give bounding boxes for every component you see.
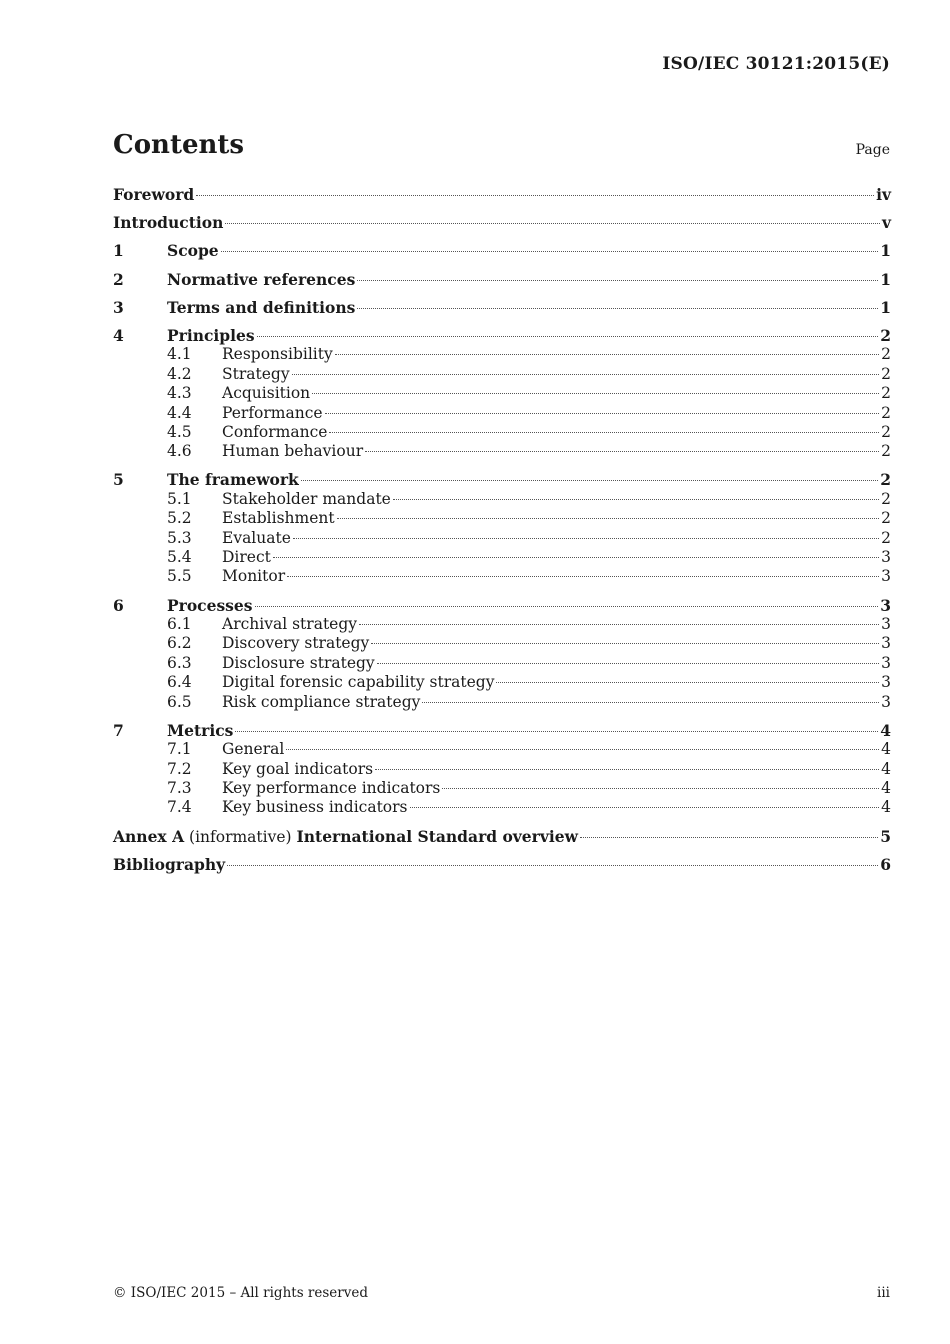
toc-entry[interactable] (113, 529, 891, 548)
toc-entry[interactable] (113, 855, 891, 874)
toc-entry[interactable] (113, 423, 891, 442)
copyright-notice: © ISO/IEC 2015 – All rights reserved (113, 1285, 368, 1301)
page-title: Contents (113, 130, 245, 160)
toc-entry[interactable] (113, 721, 891, 740)
toc-entry-label: Normative references (167, 269, 356, 289)
toc-entry-label: Risk compliance strategy (222, 692, 421, 711)
toc-entry[interactable] (113, 213, 891, 232)
dot-leader (359, 624, 879, 625)
toc-entry-label: Strategy (222, 364, 290, 383)
dot-leader (371, 643, 879, 644)
dot-leader (410, 807, 880, 808)
toc-entry[interactable] (113, 270, 891, 289)
dot-leader (255, 606, 879, 607)
toc-entry[interactable] (113, 740, 891, 759)
toc-entry[interactable] (113, 365, 891, 384)
toc-entry[interactable] (113, 596, 891, 615)
toc-entry-label: Evaluate (222, 528, 291, 547)
toc-entry-number: 7.4 (167, 798, 192, 817)
toc-entry-page: 1 (880, 241, 891, 261)
annex-type: (informative) (184, 827, 297, 846)
toc-entry-number: 2 (113, 269, 124, 289)
toc-entry-label: Processes (167, 595, 253, 615)
toc-entry-number: 5.5 (167, 567, 192, 586)
dot-leader (227, 865, 878, 866)
dot-leader (375, 769, 879, 770)
toc-entry-number: 7.3 (167, 778, 192, 797)
toc-entry-number: 5.2 (167, 509, 192, 528)
toc-entry[interactable] (113, 673, 891, 692)
toc-entry-page: 2 (881, 509, 891, 528)
dot-leader (393, 499, 879, 500)
toc-entry-number: 6.1 (167, 615, 192, 633)
table-of-contents (113, 185, 891, 874)
toc-entry-number: 4.2 (167, 364, 192, 383)
toc-entry-number: 5.1 (167, 489, 192, 508)
toc-entry-label: Responsibility (222, 345, 333, 364)
toc-entry-label: Human behaviour (222, 442, 364, 461)
toc-entry-page: iv (876, 185, 891, 204)
toc-entry-number: 4 (113, 325, 124, 345)
toc-entry-page: 3 (881, 692, 891, 711)
dot-leader (287, 576, 879, 577)
toc-entry-label: Key goal indicators (222, 759, 374, 778)
dot-leader (235, 731, 878, 732)
dot-leader (357, 280, 878, 281)
dot-leader (292, 374, 880, 375)
toc-entry-label: Monitor (222, 567, 286, 586)
toc-entry-page: 2 (881, 422, 891, 441)
toc-entry-label: Performance (222, 403, 323, 422)
toc-entry-page: 3 (881, 567, 891, 586)
page-number: iii (877, 1285, 890, 1301)
dot-leader (357, 308, 878, 309)
toc-entry[interactable] (113, 345, 891, 364)
toc-entry-page: 2 (880, 470, 891, 490)
toc-entry[interactable] (113, 470, 891, 489)
dot-leader (496, 682, 879, 683)
dot-leader (293, 538, 879, 539)
toc-entry[interactable] (113, 548, 891, 567)
toc-entry[interactable] (113, 509, 891, 528)
document-id: ISO/IEC 30121:2015(E) (662, 54, 890, 74)
toc-entry-page: 2 (881, 364, 891, 383)
toc-entry-page: 2 (881, 442, 891, 461)
dot-leader (301, 480, 878, 481)
toc-entry-label: Establishment (222, 509, 335, 528)
toc-entry-page: 4 (881, 798, 891, 817)
toc-entry-page: 3 (881, 615, 891, 633)
toc-entry[interactable] (113, 693, 891, 712)
dot-leader (329, 432, 879, 433)
toc-entry-page: 4 (881, 778, 891, 797)
dot-leader (273, 557, 879, 558)
dot-leader (257, 336, 879, 337)
toc-entry[interactable] (113, 185, 891, 204)
toc-entry-number: 7 (113, 720, 124, 740)
dot-leader (221, 251, 879, 252)
toc-entry-page: 3 (881, 653, 891, 672)
dot-leader (365, 451, 879, 452)
toc-entry-label: Stakeholder mandate (222, 489, 391, 508)
toc-entry-page: 4 (881, 740, 891, 759)
toc-entry-label: Introduction (113, 213, 224, 233)
toc-entry[interactable] (113, 827, 891, 846)
toc-entry[interactable] (113, 779, 891, 798)
toc-entry-page: 4 (880, 720, 891, 740)
toc-entry-page: 3 (880, 595, 891, 615)
toc-entry-label: General (222, 740, 285, 759)
toc-entry-number: 6.2 (167, 634, 192, 653)
toc-entry-number: 6.4 (167, 673, 192, 692)
toc-entry-label (113, 827, 578, 847)
toc-entry[interactable] (113, 634, 891, 653)
toc-entry-page: 2 (881, 489, 891, 508)
toc-entry-label: Bibliography (113, 854, 226, 874)
toc-entry-label: Metrics (167, 720, 234, 740)
toc-entry[interactable] (113, 384, 891, 403)
toc-entry-page: 3 (881, 634, 891, 653)
toc-entry-number: 1 (113, 241, 124, 261)
toc-entry-number: 4.6 (167, 442, 192, 461)
toc-entry-label: The framework (167, 470, 299, 490)
toc-entry-number: 4.3 (167, 384, 192, 403)
dot-leader (325, 413, 880, 414)
dot-leader (377, 663, 879, 664)
toc-entry-number: 4.5 (167, 422, 192, 441)
toc-entry-page: 4 (881, 759, 891, 778)
toc-entry[interactable] (113, 241, 891, 260)
toc-entry-number: 5 (113, 470, 124, 490)
toc-entry-label: Foreword (113, 185, 195, 204)
toc-entry-page: 1 (880, 269, 891, 289)
toc-entry-page: 5 (880, 826, 891, 846)
toc-entry-number: 4.4 (167, 403, 192, 422)
toc-entry-page: 3 (881, 673, 891, 692)
toc-entry-label: Digital forensic capability strategy (222, 673, 495, 692)
toc-entry[interactable] (113, 654, 891, 673)
toc-entry-number: 7.1 (167, 740, 192, 759)
toc-entry-label: Disclosure strategy (222, 653, 375, 672)
toc-entry-number: 6.3 (167, 653, 192, 672)
toc-entry-page: 2 (881, 345, 891, 364)
toc-entry-label: Direct (222, 548, 271, 567)
toc-entry-label: Terms and definitions (167, 297, 356, 317)
toc-entry-number: 3 (113, 297, 124, 317)
toc-entry-page: v (881, 213, 891, 233)
annex-title: International Standard overview (296, 826, 578, 846)
toc-entry-page: 1 (880, 297, 891, 317)
dot-leader (335, 354, 879, 355)
toc-entry-page: 3 (881, 548, 891, 567)
toc-entry-number: 5.4 (167, 548, 192, 567)
toc-entry-page: 6 (880, 854, 891, 874)
toc-entry-number: 6.5 (167, 692, 192, 711)
toc-entry-label: Key business indicators (222, 798, 408, 817)
dot-leader (225, 223, 880, 224)
toc-entry-number: 7.2 (167, 759, 192, 778)
toc-entry[interactable] (113, 298, 891, 317)
toc-entry-label: Discovery strategy (222, 634, 370, 653)
toc-entry[interactable] (113, 490, 891, 509)
dot-leader (312, 393, 879, 394)
toc-entry[interactable] (113, 760, 891, 779)
toc-entry-number: 6 (113, 595, 124, 615)
toc-entry-label: Key performance indicators (222, 778, 441, 797)
toc-entry-number: 5.3 (167, 528, 192, 547)
toc-entry-label: Archival strategy (222, 615, 358, 633)
toc-entry-page: 2 (881, 384, 891, 403)
toc-entry[interactable] (113, 442, 891, 461)
toc-entry-number: 4.1 (167, 345, 192, 364)
toc-entry[interactable] (113, 567, 891, 586)
toc-entry[interactable] (113, 615, 891, 634)
toc-entry[interactable] (113, 404, 891, 423)
dot-leader (196, 195, 874, 196)
toc-entry-label: Principles (167, 325, 255, 345)
dot-leader (442, 788, 879, 789)
dot-leader (580, 837, 878, 838)
dot-leader (337, 518, 880, 519)
toc-entry-page: 2 (880, 325, 891, 345)
dot-leader (286, 749, 879, 750)
toc-entry[interactable] (113, 326, 891, 345)
toc-entry-page: 2 (881, 403, 891, 422)
dot-leader (422, 702, 879, 703)
annex-label: Annex A (113, 826, 185, 846)
toc-entry-label: Scope (167, 241, 219, 261)
toc-entry[interactable] (113, 798, 891, 817)
toc-entry-page: 2 (881, 528, 891, 547)
toc-entry-label: Conformance (222, 422, 328, 441)
toc-entry-label: Acquisition (222, 384, 311, 403)
page-column-label: Page (855, 142, 890, 158)
